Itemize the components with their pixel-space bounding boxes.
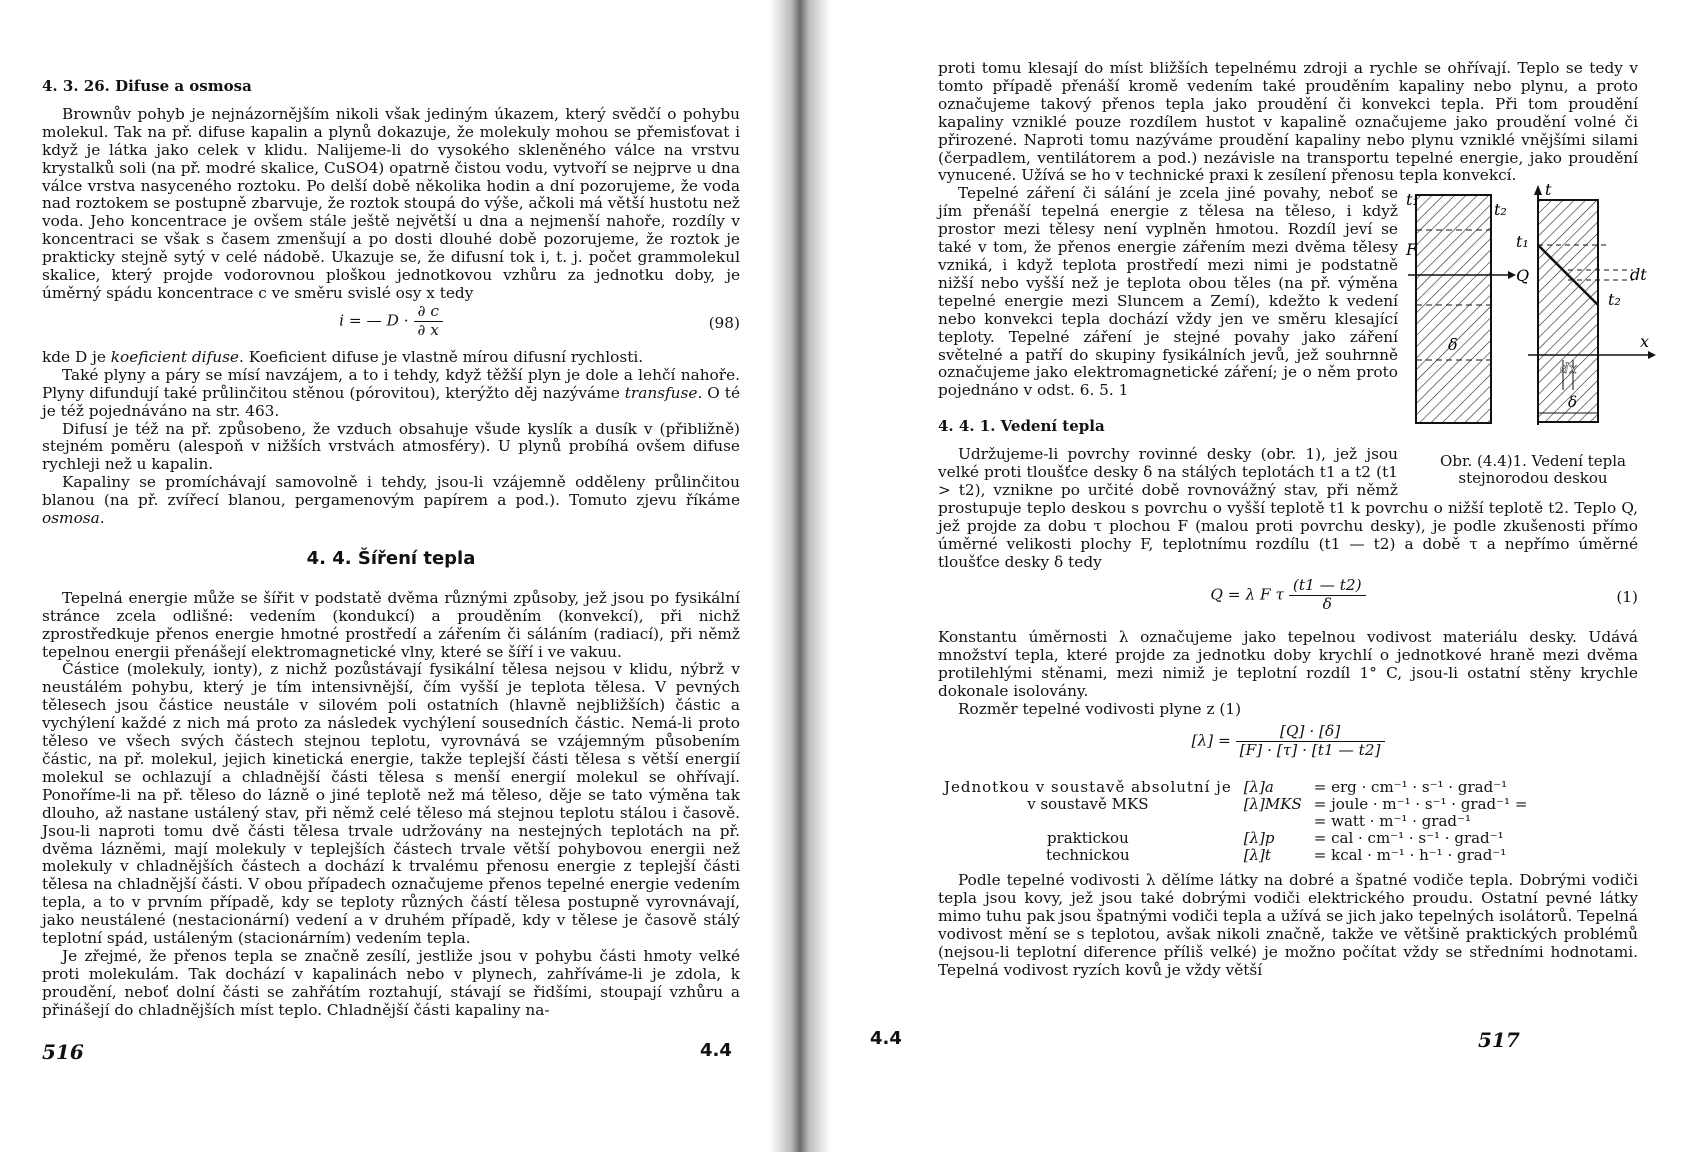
- formula-lhs: Q = λ F τ: [1210, 585, 1284, 604]
- formula-denominator: ∂ x: [417, 320, 439, 339]
- unit-symbol: [λ]t: [1243, 846, 1271, 864]
- text-run: kde D je: [42, 347, 111, 366]
- arrow-head: [1508, 271, 1516, 279]
- formula-98: [42, 303, 740, 349]
- unit-value: = joule · m⁻¹ · s⁻¹ · grad⁻¹ =: [1313, 795, 1528, 813]
- text-run: Také plyny a páry se mísí navzájem, a to i tehdy, když těžší plyn je dole a lehčí nahoře. Plyny difundují také průlinčitou stěnou (pórovitou), kterýžto děj nazýváme: [42, 365, 740, 402]
- unit-value: = watt · m⁻¹ · grad⁻¹: [1313, 812, 1471, 830]
- formula-denominator: [F] · [τ] · [t1 — t2]: [1239, 740, 1381, 759]
- italic-term: osmosa: [42, 509, 100, 528]
- paragraph: [42, 474, 740, 528]
- slab-left: [1416, 195, 1491, 423]
- figure-heat-conduction: [1406, 180, 1658, 488]
- units-row: [938, 813, 1533, 830]
- label-delta-right: δ: [1568, 393, 1578, 412]
- equation-number: (98): [708, 313, 740, 332]
- equation-number: (1): [1616, 588, 1638, 607]
- paragraph: [42, 349, 740, 367]
- paragraph: [42, 367, 740, 421]
- unit-label: [938, 813, 1238, 830]
- label-t1: t₁: [1406, 190, 1419, 210]
- paragraph: Podle tepelné vodivosti λ dělíme látky na dobré a špatné vodiče tepla. Dobrými vodiči tepla jsou kovy, jež jsou také dobrými vodiči elektrického proudu. Ostatní pevné látky mimo tuhu pak jsou špatnými vodiči tepla a užívá se jich jako tepelných isolátorů. Tepelná vodivost mění se s teplotou, avšak nikoli značně, takže ve většině praktických problémů (nejsou-li teplotní diference příliš velké) je možno počítat vždy se středními hodnotami. Tepelná vodivost ryzích kovů je vždy větší: [938, 871, 1638, 979]
- text-run: Kapaliny se promíchávají samovolně i tehdy, jsou-li vzájemně odděleny průlinčitou blanou (na př. zvířecí blanou, pergamenovým papírem a pod.). Tomuto zjevu říkáme: [42, 473, 740, 510]
- caption-line: Obr. (4.4)1. Vedení tepla: [1440, 452, 1626, 471]
- label-t-axis: t: [1545, 180, 1552, 200]
- paragraph: Tepelná energie může se šířit v podstatě dvěma různými způsoby, jež jsou po fysikální stránce zcela odlišné: vedením (kondukcí) a prouděním (konvekcí), při nichž zprostředkuje přenos energie hmotné prostředí a zářením či sáláním (radiací), při němž tepelnou energii přenášejí elektromagnetické vlny, které se šíří i ve vakuu.: [42, 588, 740, 661]
- paragraph: Brownův pohyb je nejnázornějším nikoli však jediným úkazem, který svědčí o pohybu molekul. Tak na př. difuse kapalin a plynů dokazuje, že molekuly mohou se přemisťovat i když je látka jako celek v klidu. Nalijeme-li do vysokého skleněného válce na vrstvu krystalků soli (na př. modré skalice, CuSO4) opatrně čistou vodu, vytvoří se nejprve u dna válce vrstva nasyceného roztoku. Po delší době několika hodin a dní pozorujeme, že voda nad roztokem se postupně zbarvuje, že roztok stoupá do výše, ačkoli má větší hustotu než voda. Jeho koncentrace je ovšem stále ještě největší u dna a nejmenší nahoře, rozdíly v koncentraci se však s časem zmenšují a po dosti dlouhé době pozorujeme, že roztok je prakticky stejně sytý v celé nádobě. Ukazuje se, že difusní tok i, t. j. počet grammolekul skalice, který projde vodorovnou ploškou jednotkovou vzhůru za jednotku doby, je úměrný spádu koncentrace c ve směru svislé osy x tedy: [42, 104, 740, 302]
- paragraph: proti tomu klesají do míst bližších tepelnému zdroji a rychle se ohřívají. Teplo se tedy v tomto případě přenáší kromě vedením také prouděním kapaliny nebo plynu, a proto označujeme takový přenos tepla jako proudění či konvekci tepla. Při tom proudění kapaliny vzniklé pouze rozdílem hustot v kapalině označujeme jako proudění volné či přirozené. Naproti tomu nazýváme proudění kapaliny nebo plynu vzniklé vnějšími silami (čerpadlem, ventilátorem a pod.) nezávisle na transportu tepelné energie, jako proudění vynucené. Užívá se ho v technické praxi k zesílení přenosu tepla konvekcí.: [938, 59, 1638, 185]
- section-heading-vedeni-tepla: 4. 4. 1. Vedení tepla: [938, 417, 1105, 436]
- paragraph: Tepelné záření či sálání je zcela jiné povahy, neboť se jím přenáší tepelná energie z tělesa na těleso, i když prostor mezi tělesy není vyplněn hmotou. Rozdíl jeví se také v tom, že přenos energie zářením mezi dvěma tělesy vzniká, i když teplota prostředí mezi nimi je podstatně nižší nebo vyšší než je teplota obou těles (na př. výměna tepelné energie mezi Sluncem a Zemí), kdežto k vedení nebo konvekci tepla dochází vždy jen ve směru klesající teploty. Tepelné záření je stejné povahy jako záření světelné a patří do skupiny fysikálních jevů, jež souhrnně označujeme jako elektromagnetické záření; je o něm proto pojednáno v odst. 6. 5. 1: [938, 184, 1398, 400]
- chapter-heading-sireni-tepla: 4. 4. Šíření tepla: [306, 547, 476, 569]
- label-dx: dx: [1560, 361, 1577, 378]
- unit-symbol: [λ]p: [1243, 829, 1275, 847]
- figure-caption: [1408, 453, 1658, 487]
- footer-section-label: 4.4: [700, 1040, 732, 1061]
- units-row: [938, 830, 1533, 847]
- footer-section-label: 4.4: [870, 1028, 902, 1049]
- formula-fraction: [1289, 577, 1366, 614]
- label-x: x: [1640, 332, 1650, 352]
- caption-line: stejnorodou deskou: [1458, 469, 1608, 488]
- page-number: 517: [1478, 1028, 1520, 1052]
- paragraph: Difusí je též na př. způsobeno, že vzduch obsahuje všude kyslík a dusík v (přibližně) stejném poměru (alespoň v nižších vrstvách atmosféry). U plynů probíhá ovšem difuse rychleji než u kapalin.: [42, 419, 740, 474]
- right-text-column: [938, 59, 1650, 979]
- unit-label: technickou: [1046, 846, 1130, 864]
- formula-fraction: [414, 303, 443, 340]
- paragraph: Udržujeme-li povrchy rovinné desky (obr. 1), jež jsou velké proti tloušťce desky δ na stálých teplotách t1 a t2 (t1 > t2), vznikne po určité době rovnovážný stav, při němž prostupuje teplo deskou s povrchu o vyšší teplotě t1 k povrchu o nižší teplotě t2. Teplo Q, jež projde za dobu τ plochou F (malou proti povrchu desky), je podle zkušenosti přímo úměrné velikosti plochy F, teplotnímu rozdílu (t1 — t2) a době τ a nepřímo úměrné tloušťce desky δ tedy: [938, 445, 1638, 571]
- label-t1-profile: t₁: [1516, 232, 1529, 252]
- left-text-column: [42, 78, 740, 1020]
- unit-symbol: [λ]a: [1243, 778, 1274, 796]
- italic-term: koeficient difuse: [110, 347, 239, 366]
- units-row: [938, 796, 1533, 813]
- unit-label: Jednotkou v soustavě absolutní je: [944, 778, 1232, 796]
- unit-symbol: [1238, 813, 1308, 830]
- formula-lhs: i = — D ·: [339, 311, 409, 330]
- units-row: [938, 847, 1533, 864]
- arrow-head: [1534, 185, 1542, 195]
- unit-label: v soustavě MKS: [1027, 795, 1149, 813]
- section-heading-difuse: 4. 3. 26. Difuse a osmosa: [42, 77, 252, 95]
- paragraph: Konstantu úměrnosti λ označujeme jako tepelnou vodivost materiálu desky. Udává množství tepla, které projde za jednotku doby krychlí o jednotkové hraně mezi dvěma protilehlými stěnami, mezi nimiž je teplotní rozdíl 1° C, jsou-li ostatní stěny krychle dokonale isolovány.: [938, 628, 1638, 701]
- left-page: [0, 0, 800, 1152]
- label-t2-profile: t₂: [1608, 290, 1621, 310]
- dimension-formula: [938, 723, 1638, 773]
- italic-term: transfuse: [624, 383, 698, 402]
- label-dt: dt: [1630, 265, 1647, 285]
- units-row: [938, 779, 1533, 796]
- formula-lhs: [λ] =: [1191, 731, 1231, 750]
- paragraph: Je zřejmé, že přenos tepla se značně zesílí, jestliže jsou v pohybu části hmoty velké proti molekulám. Tak dochází v kapalinách nebo v plynech, zahříváme-li je zdola, k proudění, neboť dolní části se zahřátím roztahují, stávají se řidšími, stoupají vzhůru a přinášejí do chladnějších míst teplo. Chladnější části kapaliny na-: [42, 946, 740, 1019]
- label-t2: t₂: [1494, 200, 1507, 220]
- heat-conduction-diagram: [1406, 180, 1658, 440]
- page-number: 516: [42, 1040, 84, 1064]
- formula-numerator: (t1 — t2): [1289, 577, 1366, 596]
- unit-value: = erg · cm⁻¹ · s⁻¹ · grad⁻¹: [1313, 778, 1508, 796]
- label-F: F: [1406, 240, 1418, 260]
- unit-value: = kcal · m⁻¹ · h⁻¹ · grad⁻¹: [1313, 846, 1507, 864]
- unit-symbol: [λ]MKS: [1243, 795, 1302, 813]
- units-table: [938, 779, 1533, 864]
- unit-label: praktickou: [1046, 829, 1129, 847]
- text-run: . Koeficient difuse je vlastně mírou difusní rychlosti.: [238, 347, 644, 366]
- unit-value: = cal · cm⁻¹ · s⁻¹ · grad⁻¹: [1313, 829, 1504, 847]
- right-page: [820, 0, 1683, 1152]
- formula-denominator: δ: [1322, 595, 1332, 614]
- formula-numerator: ∂ c: [414, 303, 443, 322]
- text-run: .: [99, 509, 105, 528]
- label-delta: δ: [1448, 335, 1458, 355]
- paragraph: Rozměr tepelné vodivosti plyne z (1): [958, 700, 1242, 719]
- arrow-head: [1648, 351, 1656, 359]
- slab-right: [1538, 200, 1598, 422]
- label-Q: Q: [1516, 266, 1530, 286]
- text-run: . O té je též pojednáváno na str. 463.: [42, 383, 740, 420]
- formula-1: [938, 577, 1638, 629]
- formula-fraction: [1236, 723, 1385, 760]
- paragraph: Částice (molekuly, ionty), z nichž pozůstávají fysikální tělesa nejsou v klidu, nýbrž v neustálém pohybu, který je tím intensivnější, čím vyšší je teplota tělesa. V pevných tělesech jsou částice neustále v silovém poli ostatních (hlavně nejbližších) částic a vychýlení každé z nich má proto za následek vychýlení sousedních částic. Nemá-li proto těleso ve všech svých částech stejnou teplotu, vyrovnává se vzájemným působením částic, na př. molekul, jejich kinetická energie, takže teplejší části tělesa s větší energií molekul se ochlazují a chladnější části tělesa s menší energií molekul se ohřívají. Ponoříme-li na př. těleso do lázně o jiné teplotě než má těleso, děje se tato výměna tak dlouho, až nastane ustálený stav, při němž celé těleso má stejnou teplotu stálou i časově. Jsou-li naproti tomu dvě části tělesa trvale udržovány na nestejných teplotách na př. dvěma lázněmi, mají molekuly v teplejších částech trvale větší pohybovou energii než molekuly v chladnějších částech a dochází k trvalému přenosu energie z teplejší části tělesa na chladnější části. V obou případech označujeme přenos tepelné energie vedením tepla, a to v prvním případě, kdy se teploty různých částí tělesa postupně vyrovnávají, jako neustálené (nestacionární) vedení a v druhém případě, kdy v tělese je časově stálý teplotní spád, ustáleným (stacionárním) vedením tepla.: [42, 660, 740, 948]
- formula-numerator: [Q] · [δ]: [1236, 723, 1385, 742]
